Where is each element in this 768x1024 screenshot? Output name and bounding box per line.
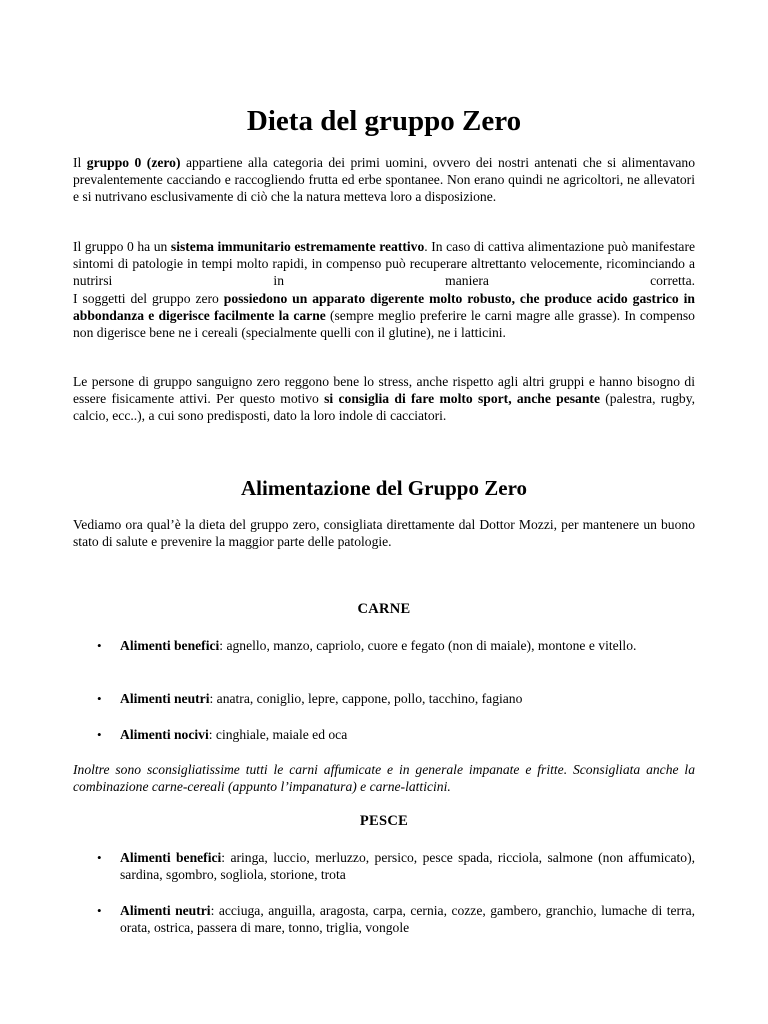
bullet-icon: • <box>97 727 102 742</box>
intro-paragraph-3: Le persone di gruppo sanguigno zero reggono bene lo stress, anche rispetto agli altri gruppi e hanno bisogno di essere fisicamente attivi. Per questo motivo si consiglia di fare molto sport, anche pesante (palestra, rugby, calcio, ecc..), a cui sono predisposti, dato la loro indole di cacciatori. <box>73 374 696 424</box>
bold-text: gruppo 0 (zero) <box>86 155 181 170</box>
intro-paragraph-1: Il gruppo 0 (zero) appartiene alla categoria dei primi uomini, ovvero dei nostri antenati che si alimentavano prevalentemente cacciando e raccogliendo frutta ed erbe spontanee. Non erano quindi ne agricoltori, ne allevatori e si nutrivano esclusivamente di ciò che la natura metteva loro a disposizione. <box>73 155 695 205</box>
bold-text: possiedono un apparato digerente molto robusto, che produce acido gastrico in abbondanza e digerisce facilmente la carne <box>73 291 695 324</box>
intro-paragraph-2a: Il gruppo 0 ha un sistema immunitario estremamente reattivo. In caso di cattiva alimentazione può manifestare sintomi di patologie in tempi molto rapidi, in compenso può recuperare altrettanto velocemente, ricominciando a nutrirsi in maniera corretta. <box>73 239 696 289</box>
bullet-icon: • <box>97 638 102 653</box>
section-intro-paragraph: Vediamo ora qual’è la dieta del gruppo zero, consigliata direttamente dal Dottor Mozzi, per mantenere un buono stato di salute e prevenire la maggior parte delle patologie. <box>73 517 695 550</box>
item-label: Alimenti nocivi <box>120 727 209 742</box>
bullet-icon: • <box>97 850 102 865</box>
intro-paragraph-2b: I soggetti del gruppo zero possiedono un apparato digerente molto robusto, che produce acido gastrico in abbondanza e digerisce facilmente la carne (sempre meglio preferire le carni magre alle grasse). In compenso non digerisce bene ne i cereali (specialmente quelli con il glutine), ne i latticini. <box>73 291 695 341</box>
item-label: Alimenti neutri <box>120 691 210 706</box>
carne-note: Inoltre sono sconsigliatissime tutti le carni affumicate e in generale impanate e fritte. Sconsigliata anche la combinazione carne-cereali (appunto l’impanatura) e carne-latticini. <box>73 762 695 795</box>
item-label: Alimenti benefici <box>120 850 222 865</box>
subheading-carne: CARNE <box>357 601 411 617</box>
item-label: Alimenti neutri <box>120 903 211 918</box>
page-title: Dieta del gruppo Zero <box>246 105 522 137</box>
bullet-icon: • <box>97 903 102 918</box>
document-page: Dieta del gruppo Zero Il gruppo 0 (zero) appartiene alla categoria dei primi uomini, ovvero dei nostri antenati che si alimentavano prevalentemente cacciando e raccogliendo frutta ed erbe spontanee. Non erano quindi ne agricoltori, ne allevatori e si nutrivano esclusivamente di ciò che la natura metteva loro a disposizione. Il gruppo 0 ha un sistema immunitario estremamente reattivo. In caso di cattiva alimentazione può manifestare sintomi di patologie in tempi molto rapidi, in compenso può recuperare altrettanto velocemente, ricominciando a nutrirsi in maniera corretta. I soggetti del gruppo zero possiedono un apparato digerente molto robusto, che produce acido gastrico in abbondanza e digerisce facilmente la carne (sempre meglio preferire le carni magre alle grasse). In compenso non digerisce bene ne i cereali (specialmente quelli con il glutine), ne i latticini. Le persone di gruppo sanguigno zero reggono bene lo stress, anche rispetto agli altri gruppi e hanno bisogno di essere fisicamente attivi. Per questo motivo si consiglia di fare molto sport, anche pesante (palestra, rugby, calcio, ecc..), a cui sono predisposti, dato la loro indole di cacciatori. Alimentazione del Gruppo Zero Vediamo ora qual’è la dieta del gruppo zero, consigliata direttamente dal Dottor Mozzi, per mantenere un buono stato di salute e prevenire la maggior parte delle patologie. CARNE • Alimenti benefici: agnello, manzo, capriolo, cuore e fegato (non di maiale), montone e vitello. • Alimenti neutri: anatra, coniglio, lepre, cappone, pollo, tacchino, fagiano • Alimenti nocivi: cinghiale, maiale ed oca Inoltre sono sconsigliatissime tutti le carni affumicate e in generale impanate e fritte. Sconsigliata anche la combinazione carne-cereali (appunto l’impanatura) e carne-latticini. PESCE • Alimenti benefici: aringa, luccio, merluzzo, persico, pesce spada, ricciola, salmone (non affumicato), sardina, sgombro, sogliola, storione, trota • Alimenti neutri: acciuga, anguilla, aragosta, carpa, cernia, cozze, gambero, granchio, lumache di terra, orata, ostrica, passera di mare, tonno, triglia, vongole <box>0 0 768 1024</box>
subheading-pesce: PESCE <box>359 813 409 829</box>
item-label: Alimenti benefici <box>120 638 220 653</box>
section-heading-alimentazione: Alimentazione del Gruppo Zero <box>240 476 528 500</box>
bullet-icon: • <box>97 691 102 706</box>
bold-text: si consiglia di fare molto sport, anche pesante <box>324 391 600 407</box>
bold-text: sistema immunitario estremamente reattivo <box>170 239 425 254</box>
